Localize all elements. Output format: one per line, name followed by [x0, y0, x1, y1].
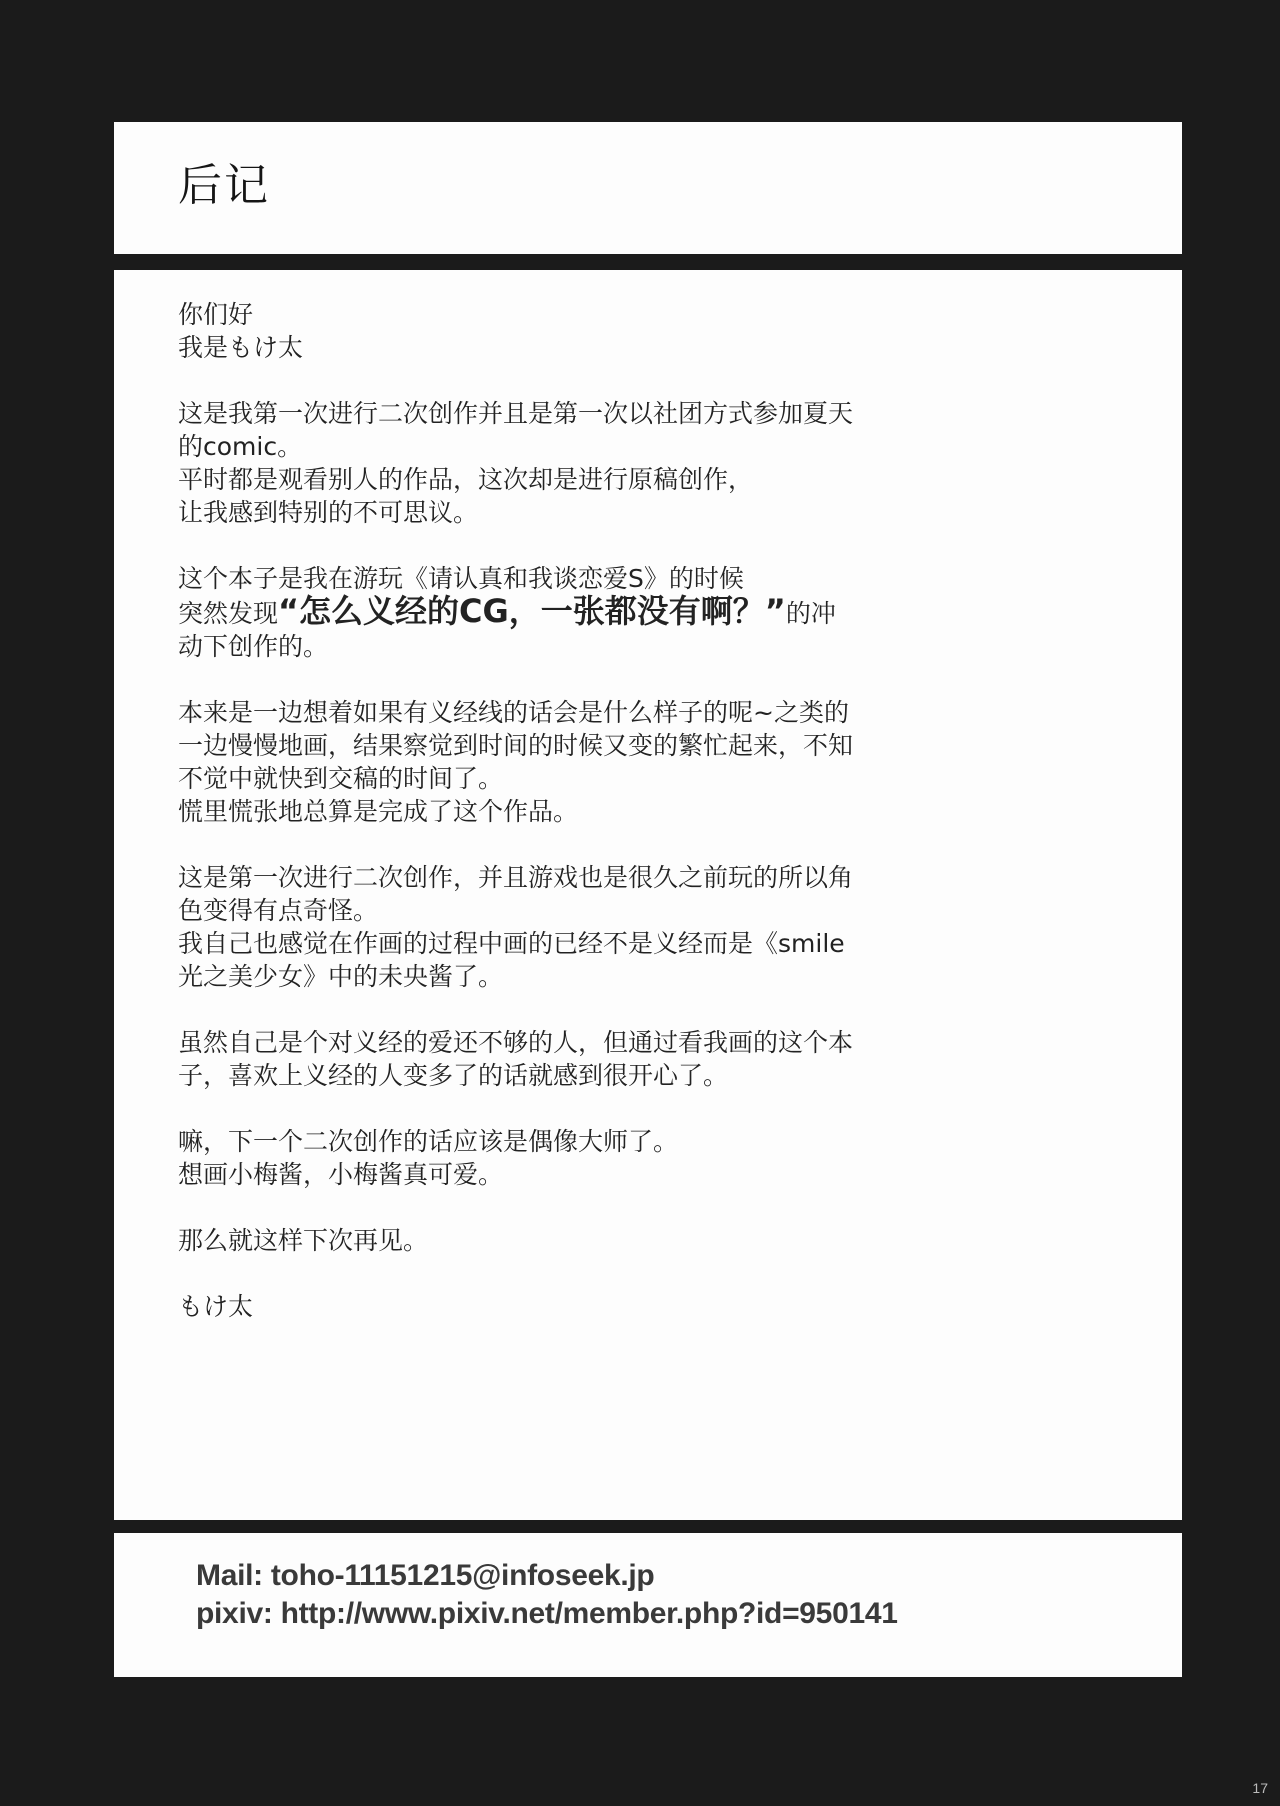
- text-line: 让我感到特别的不可思议。: [178, 498, 479, 527]
- text-line: 本来是一边想着如果有义经线的话会是什么样子的呢~之类的: [178, 698, 849, 727]
- text-line: 慌里慌张地总算是完成了这个作品。: [178, 797, 579, 826]
- text-line: 子，喜欢上义经的人变多了的话就感到很开心了。: [178, 1061, 729, 1090]
- text-line: 不觉中就快到交稿的时间了。: [178, 764, 504, 793]
- text-line: 虽然自己是个对义经的爱还不够的人，但通过看我画的这个本: [178, 1028, 854, 1057]
- paragraph-3: [178, 696, 1078, 828]
- text-line: 想画小梅酱，小梅酱真可爱。: [178, 1160, 504, 1189]
- signature: もけ太: [178, 1292, 254, 1321]
- text-line: 动下创作的。: [178, 632, 329, 661]
- text-line: 这个本子是我在游玩《请认真和我谈恋爱S》的时候: [178, 564, 744, 593]
- text-line: 我是もけ太: [178, 333, 304, 362]
- paragraph-2: [178, 562, 1078, 663]
- text-line: 这是我第一次进行二次创作并且是第一次以社团方式参加夏天: [178, 399, 854, 428]
- greeting-paragraph: [178, 298, 1078, 364]
- text-fragment: 的冲: [785, 599, 836, 628]
- emphasis-quote: “怎么义经的CG，一张都没有啊？”: [278, 592, 786, 630]
- text-line: 的comic。: [178, 432, 303, 461]
- paragraph-1: [178, 397, 1078, 529]
- body-panel: [114, 270, 1182, 1520]
- text-line: 光之美少女》中的未央酱了。: [178, 962, 504, 991]
- text-line: 你们好: [178, 300, 254, 329]
- pixiv-link: pixiv: http://www.pixiv.net/member.php?id=950141: [196, 1597, 898, 1630]
- afterword-text: [178, 298, 1078, 1356]
- contact-panel: [114, 1533, 1182, 1677]
- page-number: 17: [1252, 1780, 1268, 1796]
- paragraph-4: [178, 861, 1078, 993]
- page-title: 后记: [178, 160, 270, 211]
- title-panel: [114, 122, 1182, 254]
- text-line: [178, 592, 1078, 630]
- text-line: 色变得有点奇怪。: [178, 896, 379, 925]
- text-line: 一边慢慢地画，结果察觉到时间的时候又变的繁忙起来，不知: [178, 731, 854, 760]
- paragraph-5: [178, 1026, 1078, 1092]
- text-line: 嘛，下一个二次创作的话应该是偶像大师了。: [178, 1127, 679, 1156]
- text-line: 我自己也感觉在作画的过程中画的已经不是义经而是《smile: [178, 929, 845, 958]
- mail-address: Mail: toho-11151215@infoseek.jp: [196, 1559, 655, 1592]
- contact-info: [196, 1557, 898, 1633]
- text-fragment: 突然发现: [178, 599, 279, 628]
- closing-line: 那么就这样下次再见。: [178, 1226, 429, 1255]
- text-line: 这是第一次进行二次创作，并且游戏也是很久之前玩的所以角: [178, 863, 854, 892]
- paragraph-6: [178, 1125, 1078, 1191]
- text-line: 平时都是观看别人的作品，这次却是进行原稿创作，: [178, 465, 754, 494]
